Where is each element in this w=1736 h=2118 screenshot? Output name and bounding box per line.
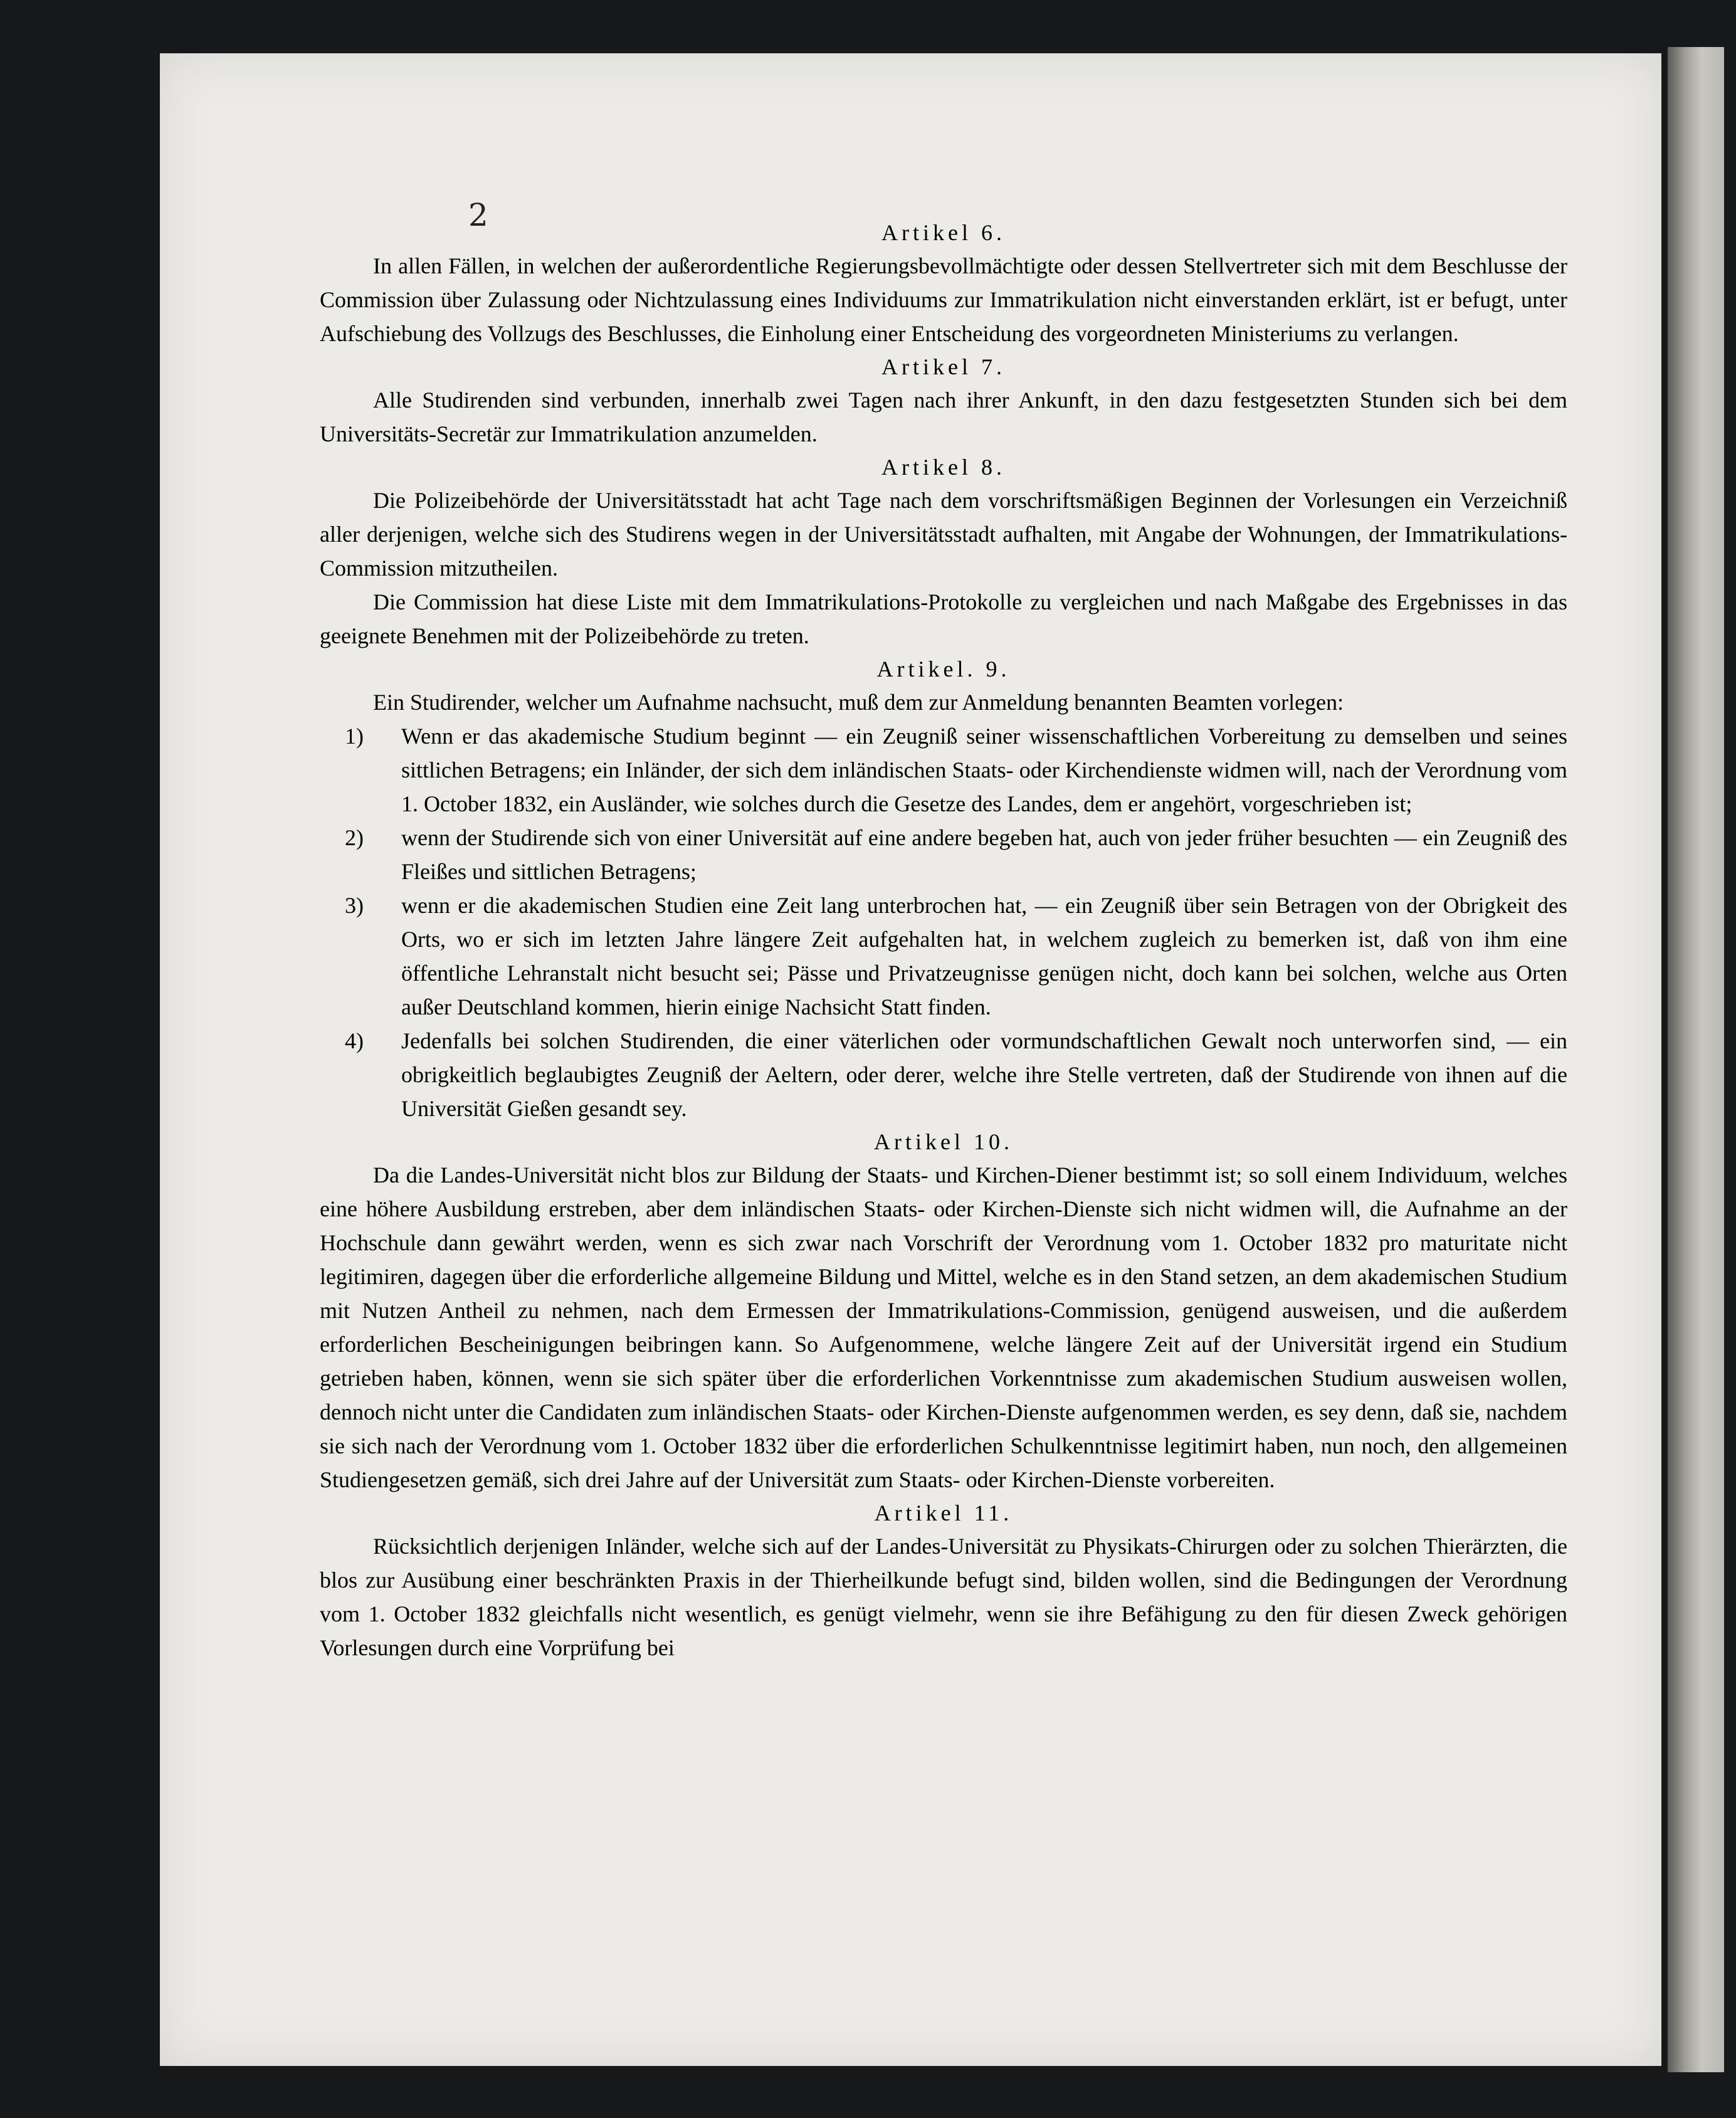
article-6 bbox=[320, 216, 1567, 350]
article-8 bbox=[320, 451, 1567, 653]
article-7 bbox=[320, 350, 1567, 451]
article-11 bbox=[320, 1497, 1567, 1665]
page-number: 2 bbox=[468, 197, 488, 233]
list-item-text: wenn der Studirende sich von einer Universität auf eine andere begeben hat, auch von jeder früher besuchten — ein Zeugniß des Fleißes und sittlichen Betragens; bbox=[401, 825, 1567, 884]
article-9 bbox=[320, 653, 1567, 1125]
article-paragraph: Da die Landes-Universität nicht blos zur Bildung der Staats- und Kirchen-Diener bestimmt ist; so soll einem Individuum, welches eine höhere Ausbildung erstreben, aber dem inländischen Staats- oder Kirchen-Dienste sich nicht widmen will, die Aufnahme an der Hochschule dann gewährt werden, wenn es sich zwar nach Vorschrift der Verordnung vom 1. October 1832 pro maturitate nicht legitimiren, dagegen über die erforderliche allgemeine Bildung und Mittel, welche es in den Stand setzen, an dem akademischen Studium mit Nutzen Antheil zu nehmen, nach dem Ermessen der Immatrikulations-Commission, genügend ausweisen, und die außerdem erforderlichen Bescheinigungen beibringen kann. So Aufgenommene, welche längere Zeit auf der Universität irgend ein Studium getrieben haben, können, wenn sie sich später über die erforderlichen Vorkenntnisse zum akademischen Studium ausweisen wollen, dennoch nicht unter die Candidaten zum inländischen Staats- oder Kirchen-Dienste aufgenommen werden, es sey denn, daß sie, nachdem sie sich nach der Verordnung vom 1. October 1832 über die erforderlichen Schulkenntnisse legitimirt haben, nun noch, den allgemeinen Studiengesetzen gemäß, sich drei Jahre auf der Universität zum Staats- oder Kirchen-Dienste vorbereiten. bbox=[320, 1162, 1567, 1492]
list-item-number: 2) bbox=[345, 825, 364, 850]
article-heading: Artikel. 9. bbox=[876, 656, 1011, 682]
list-item-number: 4) bbox=[345, 1028, 364, 1053]
article-paragraph: Alle Studirenden sind verbunden, innerhalb zwei Tagen nach ihrer Ankunft, in den dazu festgesetzten Stunden sich bei dem Universitäts-Secretär zur Immatrikulation anzumelden. bbox=[320, 387, 1567, 446]
document-body bbox=[320, 216, 1567, 1665]
list-item bbox=[345, 1024, 1567, 1125]
article-heading: Artikel 10. bbox=[874, 1129, 1013, 1154]
article-intro: Ein Studirender, welcher um Aufnahme nachsucht, muß dem zur Anmeldung benannten Beamten vorlegen: bbox=[373, 690, 1344, 715]
article-heading: Artikel 8. bbox=[881, 455, 1006, 480]
adjacent-page-edge bbox=[1668, 47, 1724, 2072]
list-item-number: 3) bbox=[345, 893, 364, 918]
article-heading: Artikel 6. bbox=[881, 220, 1006, 245]
article-heading: Artikel 7. bbox=[881, 354, 1006, 379]
list-item bbox=[345, 888, 1567, 1024]
article-paragraph: Die Commission hat diese Liste mit dem Immatrikulations-Protokolle zu vergleichen und nach Maßgabe des Ergebnisses in das geeignete Benehmen mit der Polizeibehörde zu treten. bbox=[320, 589, 1567, 648]
list-item bbox=[345, 821, 1567, 888]
article-heading: Artikel 11. bbox=[874, 1500, 1013, 1525]
list-item-text: wenn er die akademischen Studien eine Zeit lang unterbrochen hat, — ein Zeugniß über sein Betragen von der Obrigkeit des Orts, wo er sich im letzten Jahre längere Zeit aufgehalten hat, in welchem zugleich zu bemerken ist, daß von ihm eine öffentliche Lehranstalt nicht besucht sei; Pässe und Privatzeugnisse genügen nicht, doch kann bei solchen, welche aus Orten außer Deutschland kommen, hierin einige Nachsicht Statt finden. bbox=[401, 893, 1567, 1019]
article-paragraph: Rücksichtlich derjenigen Inländer, welche sich auf der Landes-Universität zu Physikats-Chirurgen oder zu solchen Thierärzten, die blos zur Ausübung einer beschränkten Praxis in der Thierheilkunde befugt sind, bilden wollen, sind die Bedingungen der Verordnung vom 1. October 1832 gleichfalls nicht wesentlich, es genügt vielmehr, wenn sie ihre Befähigung zu den für diesen Zweck gehörigen Vorlesungen durch eine Vorprüfung bei bbox=[320, 1534, 1567, 1660]
list-item bbox=[345, 719, 1567, 821]
article-10 bbox=[320, 1125, 1567, 1497]
list-item-text: Wenn er das akademische Studium beginnt — ein Zeugniß seiner wissenschaftlichen Vorbereitung zu demselben und seines sittlichen Betragens; ein Inländer, der sich dem inländischen Staats- oder Kirchendienste widmen will, nach der Verordnung vom 1. October 1832, ein Ausländer, wie solches durch die Gesetze des Landes, dem er angehört, vorgeschrieben ist; bbox=[401, 724, 1567, 816]
list-item-number: 1) bbox=[345, 724, 364, 749]
article-paragraph: Die Polizeibehörde der Universitätsstadt hat acht Tage nach dem vorschriftsmäßigen Beginnen der Vorlesungen ein Verzeichniß aller derjenigen, welche sich des Studirens wegen in der Universitätsstadt aufhalten, mit Angabe der Wohnungen, der Immatrikulations-Commission mitzutheilen. bbox=[320, 488, 1567, 581]
list-item-text: Jedenfalls bei solchen Studirenden, die einer väterlichen oder vormundschaftlichen Gewalt noch unterworfen sind, — ein obrigkeitlich beglaubigtes Zeugniß der Aeltern, oder derer, welche ihre Stelle vertreten, daß der Studirende von ihnen auf die Universität Gießen gesandt sey. bbox=[401, 1028, 1567, 1121]
article-paragraph: In allen Fällen, in welchen der außerordentliche Regierungsbevollmächtigte oder dessen Stellvertreter sich mit dem Beschlusse der Commission über Zulassung oder Nichtzulassung eines Individuums zur Immatrikulation nicht einverstanden erklärt, ist er befugt, unter Aufschiebung des Vollzugs des Beschlusses, die Einholung einer Entscheidung des vorgeordneten Ministeriums zu verlangen. bbox=[320, 253, 1567, 346]
